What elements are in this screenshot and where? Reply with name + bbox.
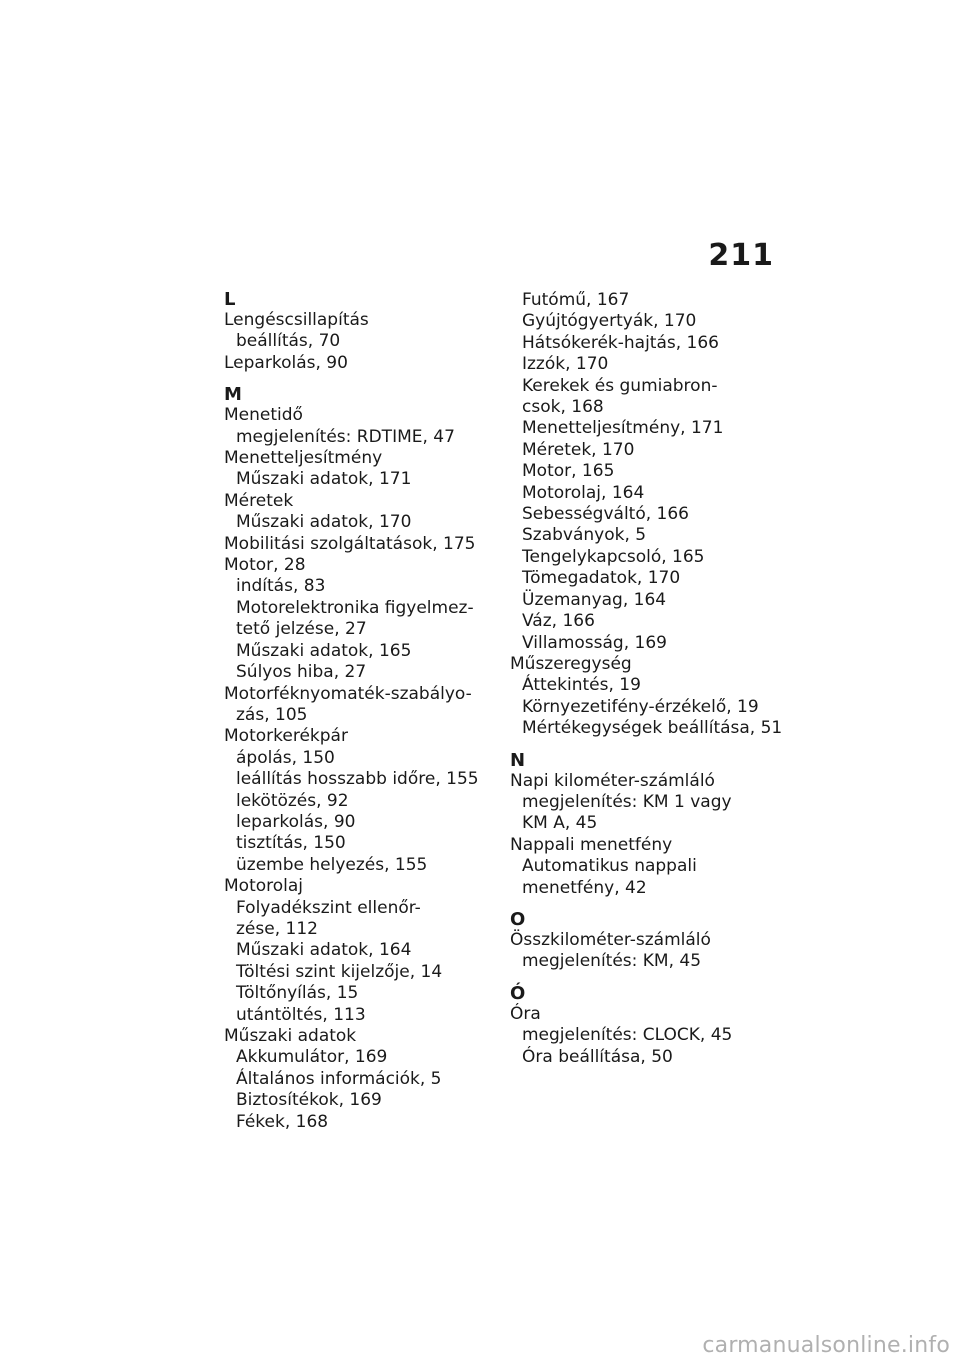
index-subentry: Töltési szint kijelzője, 14 (236, 961, 443, 982)
index-subentry: megjelenítés: CLOCK, 45 (522, 1025, 733, 1046)
index-subentry: KM A, 45 (522, 813, 598, 834)
section-gap (510, 973, 785, 984)
watermark: carmanualsonline.info (702, 1333, 950, 1358)
index-subentry: Műszaki adatok, 171 (236, 469, 412, 490)
index-subentry: Izzók, 170 (522, 354, 609, 375)
index-subentry: Fékek, 168 (236, 1111, 329, 1132)
index-entry: Motor, 28 (224, 555, 306, 576)
index-subentry: menetfény, 42 (522, 877, 647, 898)
index-subentry: Villamosság, 169 (522, 632, 667, 653)
index-subentry: Töltőnyílás, 15 (236, 983, 359, 1004)
index-letter-heading: O (510, 908, 526, 930)
index-subentry: leállítás hosszabb időre, 155 (236, 769, 479, 790)
index-entry: Motorkerékpár (224, 726, 348, 747)
index-subentry: megjelenítés: KM 1 vagy (522, 791, 732, 812)
index-subentry: Váz, 166 (522, 611, 595, 632)
index-subentry: csok, 168 (522, 397, 604, 418)
index-subentry: Motorolaj, 164 (522, 482, 645, 503)
index-subentry: ápolás, 150 (236, 747, 335, 768)
index-subentry: Szabványok, 5 (522, 525, 647, 546)
index-entry: Óra (510, 1003, 541, 1024)
index-subentry: tető jelzése, 27 (236, 619, 367, 640)
index-subentry: lekötözés, 92 (236, 790, 349, 811)
index-subentry: Sebességváltó, 166 (522, 504, 689, 525)
index-subentry: Általános információk, 5 (236, 1068, 442, 1089)
index-subentry: Hátsókerék-hajtás, 166 (522, 332, 719, 353)
page-number: 211 (708, 238, 774, 273)
index-subentry: Folyadékszint ellenőr- (236, 897, 421, 918)
index-entry: Leparkolás, 90 (224, 352, 348, 373)
index-subentry: Menetteljesítmény, 171 (522, 418, 724, 439)
index-subentry: tisztítás, 150 (236, 833, 346, 854)
index-subentry: Akkumulátor, 169 (236, 1047, 388, 1068)
index-entry: Méretek (224, 490, 294, 511)
index-entry: Motorféknyomaték-szabályo- (224, 683, 472, 704)
index-subentry: Gyújtógyertyák, 170 (522, 311, 697, 332)
index-subentry: beállítás, 70 (236, 331, 341, 352)
index-entry: Összkilométer-számláló (510, 929, 711, 950)
index-subentry: Műszaki adatok, 170 (236, 512, 412, 533)
index-subentry: Biztosítékok, 169 (236, 1090, 382, 1111)
index-letter-heading: Ó (510, 982, 526, 1004)
index-entry: Lengéscsillapítás (224, 310, 369, 330)
index-entry: Menetteljesítmény (224, 448, 383, 469)
index-entry: Mobilitási szolgáltatások, 175 (224, 533, 476, 554)
index-subentry: Tömegadatok, 170 (522, 568, 681, 589)
index-subentry: üzembe helyezés, 155 (236, 854, 428, 875)
index-letter-heading: L (224, 289, 236, 310)
index-letter-heading: M (224, 384, 242, 406)
index-letter-heading: N (510, 749, 526, 771)
index-subentry: zése, 112 (236, 918, 318, 939)
index-subentry: Automatikus nappali (522, 856, 697, 877)
index-entry: Motorolaj (224, 876, 304, 897)
section-gap (510, 740, 785, 751)
index-subentry: Műszaki adatok, 165 (236, 640, 412, 661)
index-subentry: Környezetifény-érzékelő, 19 (522, 696, 759, 717)
index-subentry: Tengelykapcsoló, 165 (522, 546, 705, 567)
index-column-right (510, 290, 785, 1068)
index-subentry: Súlyos hiba, 27 (236, 662, 367, 683)
index-subentry: Mértékegységek beállítása, 51 (522, 718, 783, 739)
index-subentry: Futómű, 167 (522, 290, 630, 310)
index-entry: Napi kilométer-számláló (510, 770, 715, 791)
index-column-left (224, 290, 494, 1133)
index-subentry: Kerekek és gumiabron- (522, 375, 718, 396)
index-subentry: Műszaki adatok, 164 (236, 940, 412, 961)
index-subentry: utántöltés, 113 (236, 1004, 366, 1025)
index-entry: Nappali menetfény (510, 834, 673, 855)
index-entry: Műszaki adatok (224, 1026, 357, 1046)
index-subentry: zás, 105 (236, 704, 308, 725)
index-subentry: Motor, 165 (522, 461, 615, 482)
index-subentry: megjelenítés: KM, 45 (522, 951, 702, 972)
section-gap (224, 374, 494, 385)
index-subentry: megjelenítés: RDTIME, 47 (236, 426, 455, 447)
index-entry: Menetidő (224, 405, 303, 426)
index-subentry: Áttekintés, 19 (522, 675, 641, 696)
section-gap (510, 899, 785, 910)
index-subentry: Méretek, 170 (522, 439, 635, 460)
index-subentry: indítás, 83 (236, 576, 326, 597)
index-subentry: Óra beállítása, 50 (522, 1046, 673, 1067)
index-entry: Műszeregység (510, 653, 632, 674)
index-subentry: Motorelektronika figyelmez- (236, 597, 474, 618)
index-subentry: leparkolás, 90 (236, 811, 356, 832)
index-subentry: Üzemanyag, 164 (522, 589, 667, 610)
